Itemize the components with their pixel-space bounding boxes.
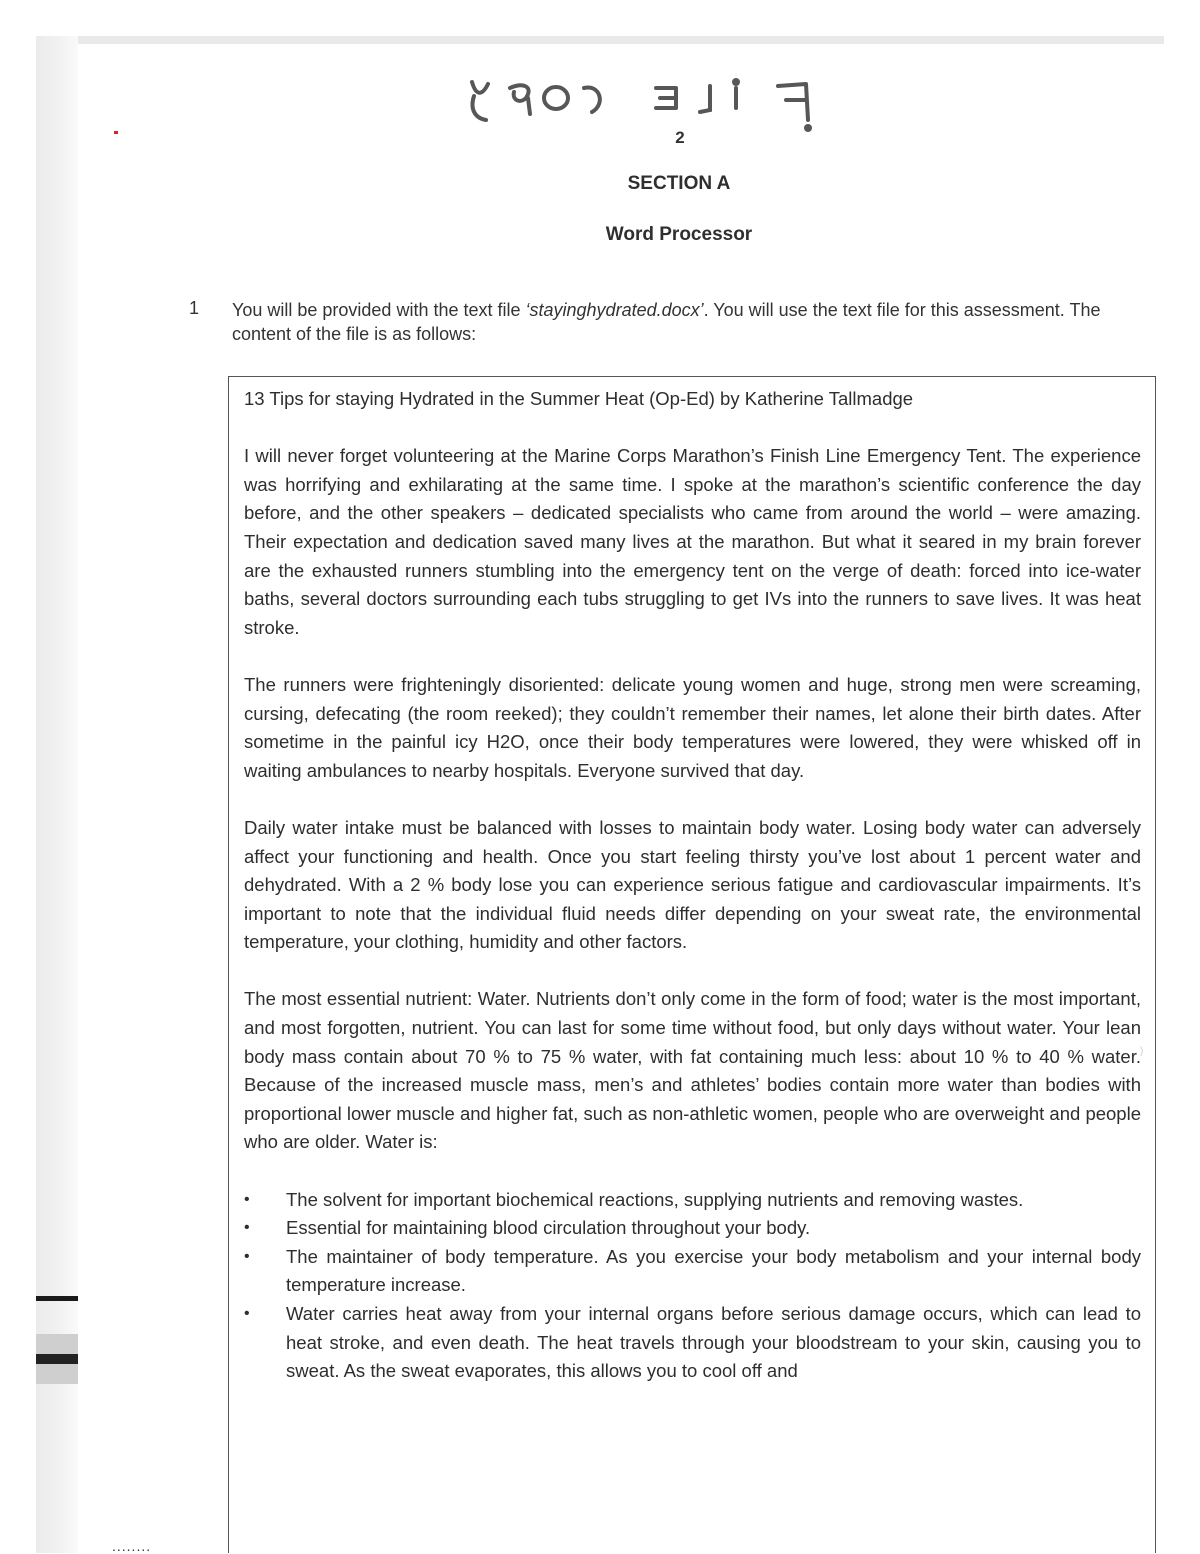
file-content-box	[228, 376, 1156, 1553]
question-text-after: . You will use the text file for this assessment. The content of the file is as follows:	[232, 300, 1101, 344]
stamp-glyph	[473, 96, 487, 120]
section-title: SECTION A	[627, 173, 731, 194]
bullet-item: • Water carries heat away from your internal organs before serious damage occurs, which can lead to heat stroke, and even death. The heat travels through your bloodstream to your skin, causing you to sweat. As the sweat evaporates, this allows you to cool off and	[244, 1300, 1141, 1386]
stamp-glyph	[656, 88, 676, 108]
file-content	[244, 385, 1144, 1386]
question-number: 1	[189, 298, 200, 318]
bullet-item: • The solvent for important biochemical reactions, supplying nutrients and removing wastes.	[244, 1186, 1141, 1215]
question-text	[232, 298, 1132, 346]
question-file-name: ‘stayinghydrated.docx’	[525, 300, 704, 320]
stamp-glyph	[528, 98, 530, 114]
scan-edge-left	[36, 36, 78, 1553]
stamp-glyph	[700, 86, 710, 112]
stamp-glyph	[544, 87, 568, 109]
stamp-glyph	[584, 87, 600, 112]
scan-edge-top	[36, 36, 1164, 44]
stamp-glyph	[734, 80, 738, 84]
document-title: 13 Tips for staying Hydrated in the Summer Heat (Op-Ed) by Katherine Tallmadge	[244, 388, 914, 409]
stamp-glyph	[472, 82, 488, 93]
bullet-item: • Essential for maintaining blood circulation throughout your body.	[244, 1214, 1141, 1243]
stamp-glyph	[806, 126, 810, 130]
stamp-glyph	[510, 85, 529, 101]
red-pen-mark	[114, 131, 118, 134]
section-subtitle: Word Processor	[605, 224, 753, 245]
file-copy-stamp	[460, 74, 830, 134]
question-text-before: You will be provided with the text file	[232, 300, 526, 320]
margin-mark: )	[1140, 1046, 1144, 1057]
scan-edge-mark	[36, 1334, 78, 1384]
document-paragraph: I will never forget volunteering at the Marine Corps Marathon’s Finish Line Emergency Tent. The experience was horrifying and exhilarating at the same time. I spoke at the marathon’s scientific conference the day before, and the other speakers – dedicated specialists who came from around the world – were amazing. Their expectation and dedication saved many lives at the marathon. But what it seared in my brain forever are the exhausted runners stumbling into the emergency tent on the verge of death: forced into ice-water baths, several doctors surrounding each tubs struggling to get IVs into the runners to save lives. It was heat stroke.	[244, 445, 1141, 638]
document-paragraph: Daily water intake must be balanced with losses to maintain body water. Losing body water can adversely affect your functioning and health. Once you start feeling thirsty you’ve lost about 1 percent water and dehydrated. With a 2 % body lose you can experience serious fatigue and cardiovascular impairments. It’s important to note that the individual fluid needs differ depending on your sweat rate, the environmental temperature, your clothing, humidity and other factors.	[244, 816, 1141, 953]
scan-edge-mark	[36, 1296, 78, 1301]
document-paragraph: The runners were frighteningly disoriented: delicate young women and huge, strong men were screaming, cursing, defecating (the room reeked); they couldn’t remember their names, let alone their birth dates. After sometime in the painful icy H2O, once their body temperatures were lowered, they were whisked off in waiting ambulances to nearby hospitals. Everyone survived that day.	[244, 673, 1141, 781]
stamp-glyph	[778, 84, 808, 120]
bullet-list	[244, 1186, 1141, 1386]
document-paragraph: The most essential nutrient: Water. Nutrients don’t only come in the form of food; water is the most important, and most forgotten, nutrient. You can last for some time without food, but only days without water. Your lean body mass contain about 70 % to 75 % water, with fat containing much less: about 10 % to 40 % water. Because of the increased muscle mass, men’s and athletes’ bodies contain more water than bodies with proportional lower muscle and higher fat, such as non-athletic women, people who are overweight and people who are older. Water is:	[244, 988, 1141, 1153]
answer-dots: ........	[112, 1538, 152, 1554]
bullet-item: • The maintainer of body temperature. As you exercise your body metabolism and your internal body temperature increase.	[244, 1243, 1141, 1300]
page-number: 2	[675, 128, 685, 147]
